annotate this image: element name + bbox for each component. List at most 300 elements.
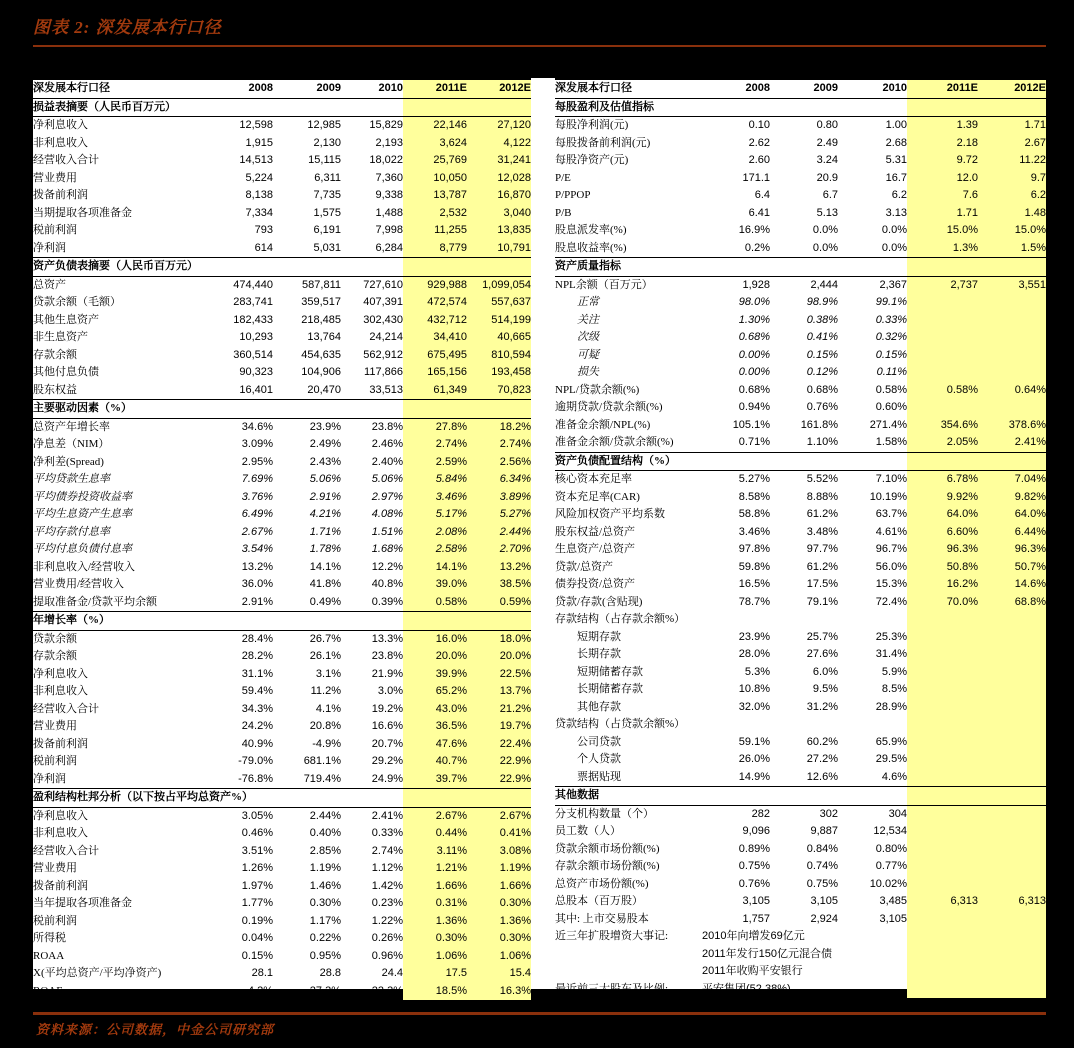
cell-value: 4.08% — [371, 508, 403, 520]
row-label: NPL/贷款余额(%) — [555, 383, 640, 396]
cell-value: 1.48 — [978, 205, 1046, 223]
row-label: 净利润 — [33, 241, 66, 254]
row-label: 非利息收入 — [33, 685, 88, 697]
highlight-cell — [467, 98, 531, 117]
financial-table — [555, 78, 1046, 1000]
cell-value: 13.2% — [467, 559, 531, 577]
cell-value: 2.60 — [748, 154, 770, 166]
cell-value: 1.3% — [907, 240, 978, 258]
cell-value: 20.9 — [816, 171, 838, 184]
row-label: 提取准备金/贷款平均余额 — [33, 595, 158, 608]
section-header-row — [555, 787, 1046, 806]
cell-value: 23.8% — [371, 420, 403, 433]
cell-value: 19.2% — [371, 702, 403, 715]
highlight-cell — [403, 789, 467, 808]
cell-value: 182,433 — [233, 313, 273, 326]
cell-value: 16,401 — [239, 383, 273, 396]
section-header-row — [33, 98, 531, 117]
cell-value: 302,430 — [363, 313, 403, 326]
table-row — [33, 930, 531, 948]
cell-value: 3.08% — [467, 843, 531, 861]
cell-value: 2.49% — [309, 438, 341, 450]
cell-value — [907, 876, 978, 894]
left-table — [33, 78, 531, 1002]
note-text: 2010年向增发69亿元 — [702, 930, 805, 942]
cell-value: 14.6% — [978, 576, 1046, 594]
highlight-cell — [978, 946, 1046, 964]
cell-value: 40.7% — [403, 753, 467, 771]
cell-value: 3.13 — [885, 206, 907, 219]
section-header-row — [555, 452, 1046, 471]
row-label: NPL余额（百万元） — [555, 278, 653, 291]
cell-value: 47.6% — [403, 736, 467, 754]
cell-value: 28.8 — [319, 967, 341, 979]
note-text: 2011年发行150亿元混合债 — [702, 947, 833, 960]
cell-value: 0.96% — [371, 949, 403, 962]
cell-value: 96.7% — [875, 543, 907, 555]
cell-value: 63.7% — [875, 508, 907, 520]
cell-value: 0.00% — [738, 348, 770, 361]
table-row — [555, 963, 1046, 981]
table-row — [555, 576, 1046, 594]
row-label: 公司贷款 — [577, 735, 621, 748]
cell-value: 0.12% — [806, 366, 838, 378]
cell-value: 0.46% — [241, 827, 273, 839]
cell-value: 2.43% — [309, 455, 341, 468]
row-label: 其他付息负债 — [33, 366, 99, 378]
column-header: 2012E — [978, 79, 1046, 98]
cell-value: 5.9% — [881, 665, 907, 678]
cell-value: 13,835 — [467, 222, 531, 240]
cell-value: 18.2% — [467, 418, 531, 436]
table-row — [555, 222, 1046, 240]
cell-value — [978, 681, 1046, 699]
cell-value: 0.76% — [738, 877, 770, 890]
cell-value: 20,470 — [307, 383, 341, 396]
cell-value: 24.9% — [371, 772, 403, 785]
cell-value — [978, 347, 1046, 365]
cell-value: 14.1% — [403, 559, 467, 577]
row-label: 拨备前利润 — [33, 189, 88, 201]
table-row — [33, 382, 531, 400]
cell-value: 810,594 — [467, 347, 531, 365]
cell-value: 12.6% — [806, 770, 838, 783]
section-title: 主要驱动因素（%） — [33, 400, 403, 419]
cell-value — [907, 664, 978, 682]
cell-value: 29.5% — [875, 753, 907, 765]
cell-value: 1.58% — [875, 436, 907, 448]
cell-value: 12,985 — [307, 119, 341, 131]
cell-value — [907, 364, 978, 382]
cell-value: 6.78% — [907, 471, 978, 489]
table-row — [555, 981, 1046, 1000]
cell-value: 3.1% — [315, 667, 341, 680]
cell-value: 29.2% — [371, 755, 403, 767]
cell-value: 8,138 — [245, 189, 273, 201]
cell-value: 0.89% — [738, 842, 770, 855]
row-label: 经营收入合计 — [33, 702, 99, 715]
row-label: 股息收益率(%) — [555, 241, 627, 254]
cell-value: 0.30% — [309, 897, 341, 909]
cell-value: 16.5% — [738, 578, 770, 590]
row-label: 净利差(Spread) — [33, 455, 104, 468]
cell-value: 2,737 — [907, 276, 978, 294]
cell-value: 0.26% — [371, 932, 403, 944]
cell-value: 1.10% — [806, 436, 838, 448]
figure-title: 图表 2: 深发展本行口径 — [33, 18, 222, 37]
cell-value: 3.48% — [806, 525, 838, 538]
cell-value: 2,367 — [879, 278, 907, 291]
cell-value: 3,105 — [742, 895, 770, 907]
title-rule — [33, 45, 1046, 47]
cell-value — [907, 681, 978, 699]
cell-value: 43.0% — [403, 701, 467, 719]
cell-value: 15.3% — [875, 578, 907, 590]
table-row — [555, 911, 1046, 929]
table-row — [555, 347, 1046, 365]
cell-value: 98.9% — [806, 296, 838, 308]
cell-value: 354.6% — [907, 417, 978, 435]
row-label: 总资产 — [33, 278, 66, 291]
table-row — [555, 471, 1046, 489]
highlight-cell — [467, 612, 531, 631]
table-row — [33, 294, 531, 312]
cell-value: 24,214 — [369, 331, 403, 343]
cell-value: 0.76% — [806, 401, 838, 413]
cell-value: 271.4% — [869, 418, 907, 431]
cell-value: 31.2% — [806, 700, 838, 713]
section-header-row — [555, 258, 1046, 277]
cell-value — [978, 312, 1046, 330]
highlight-cell — [907, 928, 978, 946]
cell-value: 21.9% — [371, 667, 403, 680]
table-row — [555, 205, 1046, 223]
cell-value: 3,485 — [879, 895, 907, 907]
cell-value: 59.4% — [241, 685, 273, 697]
cell-value: 1.77% — [241, 897, 273, 909]
cell-value — [907, 716, 978, 734]
cell-value — [978, 664, 1046, 682]
row-label: 总资产年增长率 — [33, 420, 110, 433]
table-header-row — [33, 79, 531, 98]
cell-value — [907, 751, 978, 769]
cell-value — [907, 646, 978, 664]
row-label: 个人贷款 — [577, 753, 621, 765]
cell-value: 3.89% — [467, 489, 531, 507]
cell-value: 5.3% — [744, 665, 770, 678]
row-label: 净利息收入 — [33, 667, 88, 680]
row-label: 核心资本充足率 — [555, 473, 632, 485]
cell-value: 2,532 — [403, 205, 467, 223]
table-row — [555, 294, 1046, 312]
table-row — [33, 771, 531, 789]
cell-value: 2.40% — [371, 455, 403, 468]
table-row — [33, 895, 531, 913]
cell-value: 16.2% — [907, 576, 978, 594]
table-row — [33, 594, 531, 612]
cell-value: 2.91% — [309, 490, 341, 503]
cell-value: 13,764 — [307, 331, 341, 343]
table-row — [33, 559, 531, 577]
cell-value: 3.05% — [241, 809, 273, 822]
row-label: 贷款/存款(含贴现) — [555, 595, 643, 608]
column-header: 2011E — [403, 79, 467, 98]
cell-value: 10.8% — [738, 683, 770, 695]
table-row — [33, 222, 531, 240]
cell-value: 11.2% — [310, 685, 341, 697]
cell-value: 2.49 — [816, 136, 838, 149]
row-label: 长期储蓄存款 — [577, 683, 643, 695]
cell-value: 514,199 — [467, 312, 531, 330]
cell-value: 0.71% — [738, 436, 770, 448]
cell-value: 0.68% — [738, 331, 770, 343]
table-row — [555, 823, 1046, 841]
cell-value: 562,912 — [363, 348, 403, 361]
cell-value: 18,022 — [369, 154, 403, 166]
cell-value: 2,193 — [375, 136, 403, 149]
row-label: 总资产市场份额(%) — [555, 877, 649, 890]
cell-value: 9.5% — [812, 683, 838, 695]
row-label: 平均贷款生息率 — [33, 473, 110, 485]
cell-value: 3.51% — [241, 844, 273, 857]
cell-value: 40.8% — [371, 578, 403, 590]
table-row — [33, 807, 531, 825]
table-row — [33, 187, 531, 205]
cell-value: 0.58% — [875, 383, 907, 396]
cell-value: 1.36% — [467, 913, 531, 931]
row-label: 营业费用 — [33, 720, 77, 732]
cell-value: 15,829 — [369, 119, 403, 131]
cell-value: 16,870 — [467, 187, 531, 205]
column-header: 2009 — [770, 79, 838, 98]
cell-value: 105.1% — [732, 418, 770, 431]
highlight-cell — [978, 981, 1046, 1000]
row-label: 员工数（人） — [555, 825, 621, 837]
section-title: 资产质量指标 — [555, 258, 907, 277]
row-label: 营业费用 — [33, 171, 77, 184]
cell-value: 378.6% — [978, 417, 1046, 435]
cell-value: 13.2% — [241, 560, 273, 573]
column-header: 2010 — [838, 79, 907, 98]
cell-value: 0.00% — [738, 366, 770, 378]
cell-value — [978, 646, 1046, 664]
cell-value: -4.9% — [312, 737, 341, 750]
row-label: 净息差（NIM） — [33, 438, 110, 450]
cell-value: 0.49% — [309, 595, 341, 608]
row-label: 营业费用/经营收入 — [33, 578, 125, 590]
row-label: 每股净利润(元) — [555, 119, 629, 131]
cell-value — [702, 611, 770, 629]
section-title: 损益表摘要（人民币百万元） — [33, 98, 403, 117]
cell-value: 15.4 — [467, 965, 531, 983]
cell-value: 2.59% — [403, 454, 467, 472]
table-row — [33, 948, 531, 966]
table-row — [555, 240, 1046, 258]
cell-value: 719.4% — [303, 772, 341, 785]
table-row — [555, 329, 1046, 347]
cell-value: 39.7% — [403, 771, 467, 789]
cell-value: 0.95% — [309, 949, 341, 962]
row-label: 长期存款 — [577, 648, 621, 660]
cell-value: 97.7% — [806, 543, 838, 555]
cell-value: 2.74% — [371, 844, 403, 857]
cell-value: 6.2 — [891, 189, 907, 201]
cell-value: 4,122 — [467, 135, 531, 153]
cell-value: 1.68% — [371, 543, 403, 555]
cell-value: 3,551 — [978, 276, 1046, 294]
row-label: 存款余额 — [33, 650, 77, 662]
table-row — [555, 946, 1046, 964]
cell-value: 1.97% — [241, 879, 273, 892]
cell-value: 28.0% — [738, 648, 770, 660]
cell-value: 41.8% — [309, 578, 341, 590]
cell-value: 1.12% — [371, 862, 403, 874]
source-note: 资料来源：公司数据，中金公司研究部 — [36, 1022, 275, 1037]
row-label: 税前利润 — [33, 755, 77, 767]
cell-value: 13.7% — [467, 683, 531, 701]
cell-value: 1.00 — [885, 119, 907, 131]
highlight-cell — [978, 452, 1046, 471]
table-row — [555, 734, 1046, 752]
cell-value: 6,313 — [978, 893, 1046, 911]
cell-value: 1.06% — [403, 948, 467, 966]
cell-value: 6,313 — [907, 893, 978, 911]
row-label: 其他存款 — [577, 700, 621, 713]
cell-value: 64.0% — [907, 506, 978, 524]
table-row — [33, 170, 531, 188]
cell-value: 50.8% — [907, 559, 978, 577]
cell-value: 2.08% — [403, 524, 467, 542]
section-title: 年增长率（%） — [33, 612, 403, 631]
cell-value: 7.69% — [241, 473, 273, 485]
cell-value — [907, 858, 978, 876]
table-row — [555, 135, 1046, 153]
table-row — [33, 152, 531, 170]
row-label: X(平均总资产/平均净资产) — [33, 967, 162, 979]
cell-value: 36.5% — [403, 718, 467, 736]
table-title-cell: 深发展本行口径 — [33, 79, 205, 98]
cell-value: 0.0% — [812, 224, 838, 236]
cell-value — [907, 329, 978, 347]
cell-value: 3,105 — [879, 912, 907, 925]
cell-value: 0.0% — [881, 224, 907, 236]
cell-value — [978, 294, 1046, 312]
cell-value: 5.52% — [806, 473, 838, 485]
cell-value: 96.3% — [978, 541, 1046, 559]
note-text: 2011年收购平安银行 — [702, 965, 803, 977]
cell-value: 0.30% — [403, 930, 467, 948]
cell-value: 61,349 — [403, 382, 467, 400]
cell-value: 557,637 — [467, 294, 531, 312]
cell-value: 39.9% — [403, 666, 467, 684]
row-label: 短期储蓄存款 — [577, 665, 643, 678]
cell-value: 587,811 — [302, 278, 341, 291]
cell-value: 34.6% — [241, 420, 273, 433]
row-label: 最近前三大股东及比例: — [555, 982, 669, 995]
row-label: 逾期贷款/贷款余额(%) — [555, 401, 663, 413]
cell-value: 0.68% — [738, 383, 770, 396]
cell-value: 360,514 — [233, 348, 273, 361]
row-label: 准备金余额/贷款余额(%) — [555, 436, 674, 448]
cell-value: 0.15% — [806, 348, 838, 361]
cell-value — [907, 805, 978, 823]
cell-value: 3,624 — [403, 135, 467, 153]
highlight-cell — [978, 928, 1046, 946]
row-label: 总股本（百万股） — [555, 895, 643, 907]
cell-value — [907, 347, 978, 365]
cell-value: 7.04% — [978, 471, 1046, 489]
cell-value: 1.71 — [907, 205, 978, 223]
cell-value — [907, 399, 978, 417]
cell-value: 9.82% — [978, 489, 1046, 507]
cell-value: 98.0% — [738, 296, 770, 308]
highlight-cell — [403, 98, 467, 117]
row-label: 平均生息资产生息率 — [33, 508, 132, 520]
highlight-cell — [907, 981, 978, 1000]
cell-value: 38.5% — [467, 576, 531, 594]
cell-value: 6.0% — [812, 665, 838, 678]
cell-value: 5,031 — [313, 241, 341, 254]
table-row — [555, 664, 1046, 682]
row-label: 损失 — [577, 366, 599, 378]
cell-value: 1.36% — [403, 913, 467, 931]
cell-value: 2.70% — [467, 541, 531, 559]
cell-value — [907, 699, 978, 717]
cell-value: 6.41 — [748, 206, 770, 219]
cell-value: 27.3% — [309, 984, 341, 997]
row-label: 平均存款付息率 — [33, 525, 110, 538]
cell-value: 99.1% — [875, 296, 907, 308]
table-row — [33, 983, 531, 1002]
cell-value — [978, 876, 1046, 894]
cell-value: 6,284 — [375, 241, 403, 254]
table-row — [33, 135, 531, 153]
table-row — [33, 753, 531, 771]
cell-value: 7,334 — [245, 206, 273, 219]
cell-value: 1,488 — [375, 206, 403, 219]
cell-value — [907, 312, 978, 330]
cell-value: 2.62 — [748, 136, 770, 149]
cell-value: 27.6% — [806, 648, 838, 660]
cell-value: 15,115 — [308, 154, 341, 166]
row-label: 经营收入合计 — [33, 154, 99, 166]
cell-value: 2.74% — [403, 436, 467, 454]
row-label: 每股净资产(元) — [555, 154, 629, 166]
row-label: 税前利润 — [33, 224, 77, 236]
cell-value: 2.67% — [403, 807, 467, 825]
row-label: 近三年扩股增资大事记: — [555, 930, 669, 942]
highlight-cell — [978, 258, 1046, 277]
row-label: 次级 — [577, 331, 599, 343]
cell-value: 8.5% — [881, 683, 907, 695]
table-row — [33, 347, 531, 365]
section-title: 资产负债配置结构（%） — [555, 452, 907, 471]
cell-value: 302 — [819, 807, 838, 820]
cell-value: 34,410 — [403, 329, 467, 347]
table-row — [33, 666, 531, 684]
cell-value: 4.2% — [247, 984, 273, 997]
cell-value — [838, 716, 907, 734]
cell-value: 20.7% — [371, 737, 403, 750]
cell-value — [770, 716, 838, 734]
table-row — [33, 683, 531, 701]
highlight-cell — [978, 787, 1046, 806]
cell-value: -79.0% — [238, 755, 273, 767]
cell-value — [702, 716, 770, 734]
table-row — [33, 860, 531, 878]
row-label: 每股拨备前利润(元) — [555, 136, 651, 149]
row-label: 当年提取各项准备金 — [33, 897, 132, 909]
